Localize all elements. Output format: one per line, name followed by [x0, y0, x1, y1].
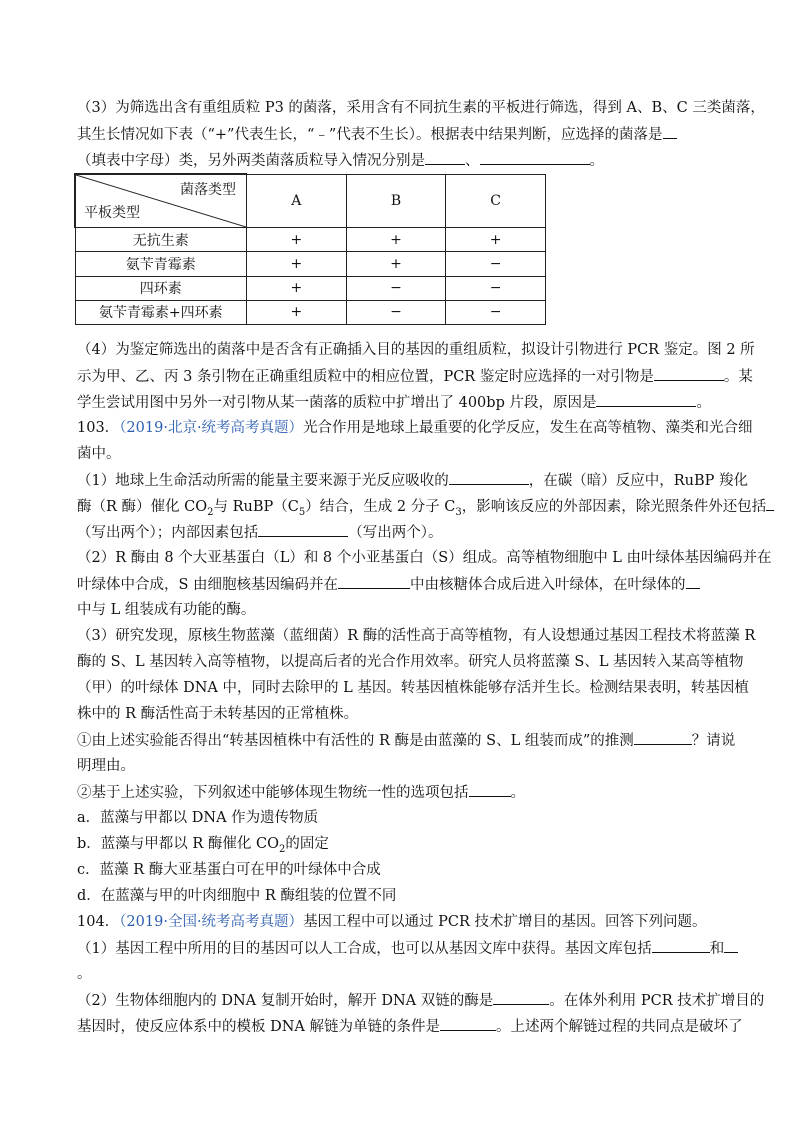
- answer-blank[interactable]: [724, 938, 738, 953]
- text: 、: [465, 153, 480, 169]
- answer-blank[interactable]: [686, 574, 700, 589]
- q103-s1-line-3: [77, 522, 737, 543]
- q103-s1-line-1: [77, 470, 749, 491]
- answer-blank[interactable]: [469, 782, 511, 797]
- text: 示为甲、乙、丙 3 条引物在正确重组质粒中的相应位置，PCR 鉴定时应选择的一对引物是: [77, 369, 654, 385]
- q103-s3-line-4: [77, 704, 737, 724]
- option-c: [77, 860, 737, 880]
- text: ，在碳（暗）反应中，RuBP 羧化: [528, 473, 749, 489]
- text: （填表中字母）类，另外两类菌落质粒导入情况分别是: [77, 153, 425, 169]
- answer-blank[interactable]: [480, 150, 590, 165]
- q104-s2-line-1: [77, 990, 765, 1011]
- text: （甲）的叶绿体 DNA 中，同时去除甲的 L 基因。转基因植株能够存活并生长。检测结果表明，转基因植: [77, 680, 749, 696]
- text: （写出两个）；内部因素包括: [77, 525, 259, 541]
- text: ，影响该反应的外部因素，除光照条件外还包括: [461, 499, 767, 515]
- q103-line-2: [77, 444, 737, 464]
- text: 其生长情况如下表（“+”代表生长，“﹣”代表不生长）。根据表中结果判断，应选择的菌落是: [77, 127, 663, 143]
- table-row: [75, 252, 546, 276]
- answer-blank[interactable]: [258, 522, 348, 537]
- cell: +: [346, 252, 446, 276]
- cell: −: [446, 300, 546, 324]
- table-corner-cell: [75, 174, 247, 228]
- cell: +: [247, 252, 347, 276]
- cell: −: [446, 252, 546, 276]
- text: 的固定: [285, 836, 329, 852]
- answer-blank[interactable]: [338, 574, 410, 589]
- answer-blank[interactable]: [766, 496, 774, 511]
- q4-line-2: [77, 366, 753, 387]
- text: ？请说: [691, 733, 736, 749]
- text: 。: [510, 785, 525, 801]
- q3-line-3: [77, 150, 737, 171]
- subscript: 2: [279, 843, 286, 855]
- answer-blank[interactable]: [493, 990, 549, 1005]
- cell: +: [446, 228, 546, 252]
- q3-line-1: [77, 98, 765, 118]
- text: d．在蓝藻与甲的叶肉细胞中 R 酶组装的位置不同: [77, 888, 397, 904]
- answer-blank[interactable]: [425, 150, 465, 165]
- cell: −: [446, 276, 546, 300]
- cell: +: [247, 276, 347, 300]
- text: 光合作用是地球上最重要的化学反应，发生在高等植物、藻类和光合细: [303, 420, 753, 436]
- text: 基因工程中可以通过 PCR 技术扩增目的基因。回答下列问题。: [303, 914, 707, 930]
- text: 。: [589, 153, 604, 169]
- q3-line-2: [77, 124, 737, 145]
- q103-c2-line: [77, 782, 737, 803]
- cell: −: [346, 300, 446, 324]
- text: c．蓝藻 R 酶大亚基蛋白可在甲的叶绿体中合成: [77, 862, 381, 878]
- text: 酶（R 酶）催化 CO: [77, 499, 208, 515]
- answer-blank[interactable]: [652, 938, 710, 953]
- q104-heading: [77, 912, 737, 932]
- text: 中与 L 组装成有功能的酶。: [77, 602, 256, 618]
- q103-s3-line-3: [77, 678, 749, 698]
- text: （1）地球上生命活动所需的能量主要来源于光反应吸收的: [77, 473, 449, 489]
- q103-s2-line-1: [77, 548, 772, 568]
- text: ）结合，生成 2 分子 C: [305, 499, 456, 515]
- option-b: [77, 834, 737, 860]
- text: 酶的 S、L 基因转入高等植物，以提高后者的光合作用效率。研究人员将蓝藻 S、L 基因转入某高等植物: [77, 654, 744, 670]
- q103-s1-line-2: [77, 496, 767, 523]
- question-source-link[interactable]: （2019·全国·统考高考真题）: [119, 914, 304, 930]
- text: 。上述两个解链过程的共同点是破坏了: [496, 1019, 743, 1035]
- text: （4）为鉴定筛选出的菌落中是否含有正确插入目的基因的重组质粒，拟设计引物进行 PCR 鉴定。图 2 所: [77, 342, 755, 358]
- table-row: [75, 228, 546, 252]
- q104-s1-line-2: [77, 964, 737, 984]
- question-number: 104．: [77, 914, 120, 930]
- text: 株中的 R 酶活性高于未转基因的正常植株。: [77, 706, 359, 722]
- subscript: 3: [455, 506, 462, 518]
- text: （写出两个）。: [348, 525, 443, 541]
- text: 学生尝试用图中另外一对引物从某一菌落的质粒中扩增出了 400bp 片段，原因是: [77, 395, 597, 411]
- text: 。: [77, 966, 92, 982]
- text: 明理由。: [77, 758, 135, 774]
- q103-s3-line-1: [77, 626, 756, 646]
- question-source-link[interactable]: （2019·北京·统考高考真题）: [119, 420, 304, 436]
- text: 和: [709, 941, 725, 957]
- text: 中由核糖体合成后进入叶绿体，在叶绿体的: [410, 577, 686, 593]
- col-header: A: [247, 174, 347, 228]
- text: 。: [696, 395, 711, 411]
- text: （3）研究发现，原核生物蓝藻（蓝细菌）R 酶的活性高于高等植物，有人设想通过基因工程技术将蓝藻 R: [77, 628, 756, 644]
- cell: +: [346, 228, 446, 252]
- q104-s2-line-2: [77, 1016, 743, 1037]
- row-label: 氨苄青霉素+四环素: [75, 300, 247, 324]
- text: 与 RuBP（C: [213, 499, 299, 515]
- option-a: [77, 808, 737, 828]
- subscript: 5: [298, 506, 306, 518]
- text: ②基于上述实验，下列叙述中能够体现生物统一性的选项包括: [77, 785, 469, 801]
- q103-s2-line-2: [77, 574, 737, 595]
- subscript: 2: [207, 506, 214, 518]
- q103-s3-line-2: [77, 652, 744, 672]
- answer-blank[interactable]: [654, 366, 724, 381]
- col-header: C: [446, 174, 546, 228]
- col-header: B: [346, 174, 446, 228]
- colony-growth-table: [74, 173, 546, 325]
- text: （2）生物体细胞内的 DNA 复制开始时，解开 DNA 双链的酶是: [77, 993, 494, 1009]
- text: ①由上述实验能否得出“转基因植株中有活性的 R 酶是由蓝藻的 S、L 组装而成”的推测: [77, 733, 634, 749]
- option-d: [77, 886, 737, 906]
- row-label: 四环素: [75, 276, 247, 300]
- text: 基因时，使反应体系中的模板 DNA 解链为单链的条件是: [77, 1019, 441, 1035]
- text: 。某: [723, 369, 753, 385]
- q103-heading: [77, 418, 753, 438]
- answer-blank[interactable]: [449, 470, 529, 485]
- answer-blank[interactable]: [440, 1016, 496, 1031]
- cell: +: [247, 228, 347, 252]
- text: a．蓝藻与甲都以 DNA 作为遗传物质: [77, 810, 319, 826]
- q103-c1-line-1: [77, 730, 737, 751]
- q4-line-3: [77, 392, 737, 413]
- q104-s1-line-1: [77, 938, 737, 959]
- table-row: [75, 300, 546, 324]
- text: （1）基因工程中所用的目的基因可以人工合成，也可以从基因文库中获得。基因文库包括: [77, 941, 652, 957]
- row-label: 氨苄青霉素: [75, 252, 247, 276]
- text: 。在体外利用 PCR 技术扩增目的: [549, 993, 765, 1009]
- cell: +: [247, 300, 347, 324]
- table-row: [75, 276, 546, 300]
- text: 菌中。: [77, 446, 121, 462]
- q103-s2-line-3: [77, 600, 737, 620]
- question-number: 103．: [77, 420, 120, 436]
- answer-blank[interactable]: [663, 124, 677, 139]
- answer-blank[interactable]: [634, 730, 692, 745]
- text: （2）R 酶由 8 个大亚基蛋白（L）和 8 个小亚基蛋白（S）组成。高等植物细胞中 L 由叶绿体基因编码并在: [77, 550, 772, 566]
- cell: −: [346, 276, 446, 300]
- text: （3）为筛选出含有重组质粒 P3 的菌落，采用含有不同抗生素的平板进行筛选，得到 A、B、C 三类菌落，: [77, 100, 765, 116]
- row-label: 无抗生素: [75, 228, 247, 252]
- q4-line-1: [77, 340, 755, 360]
- answer-blank[interactable]: [596, 392, 696, 407]
- text: 叶绿体中合成，S 由细胞核基因编码并在: [77, 577, 339, 593]
- q103-c1-line-2: [77, 756, 737, 776]
- corner-bottom-label: 平板类型: [84, 205, 140, 221]
- corner-top-label: 菌落类型: [180, 182, 236, 198]
- text: b．蓝藻与甲都以 R 酶催化 CO: [77, 836, 280, 852]
